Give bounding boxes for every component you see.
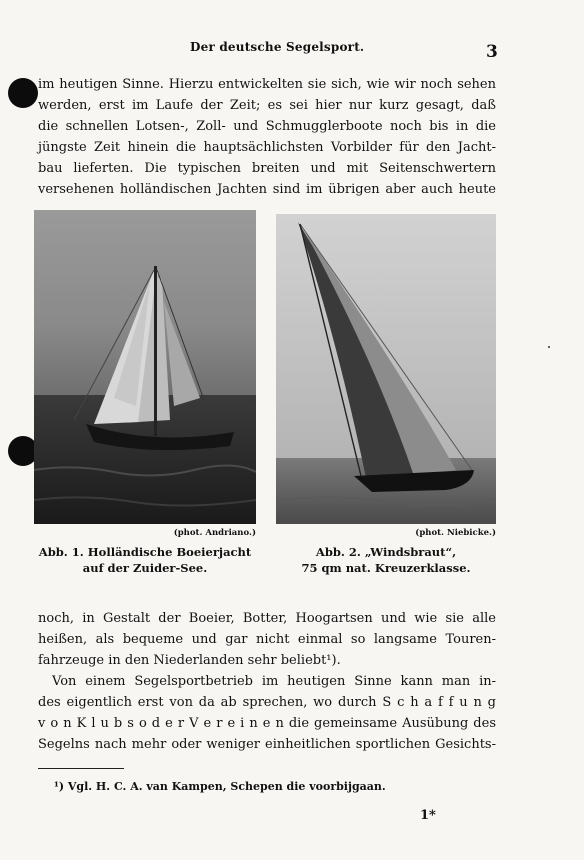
text-line: Segelns nach mehr oder weniger einheitlichen sportlichen Gesichts- xyxy=(38,737,496,752)
caption-line: auf der Zuider-See. xyxy=(82,561,208,575)
paper-speck xyxy=(548,346,550,348)
caption-line: Abb. 2. „Windsbraut“, xyxy=(315,545,457,559)
figure-caption xyxy=(276,544,496,576)
text-line: fahrzeuge in den Niederlanden sehr beliebt¹). xyxy=(38,653,341,668)
signature-mark: 1* xyxy=(420,808,436,823)
text-line: im heutigen Sinne. Hierzu entwickelten sie sich, wie wir noch sehen xyxy=(38,77,496,92)
punch-hole xyxy=(8,78,38,108)
photo-windsbraut-yacht xyxy=(276,214,496,524)
running-header: Der deutsche Segelsport. xyxy=(190,40,365,54)
photo-boeier-yacht xyxy=(34,210,256,524)
figure-caption xyxy=(34,544,256,576)
text-line: jüngste Zeit hinein die hauptsächlichsten Vorbilder für den Jacht- xyxy=(38,140,496,155)
caption-line: 75 qm nat. Kreuzerklasse. xyxy=(301,561,471,575)
paragraph-top xyxy=(38,74,496,200)
text-line: bau lieferten. Die typischen breiten und mit Seitenschwertern xyxy=(38,161,496,176)
photo-credit: (phot. Andriano.) xyxy=(173,528,256,538)
text-line: versehenen holländischen Jachten sind im übrigen aber auch heute xyxy=(38,182,496,197)
figure-1 xyxy=(34,210,256,576)
text-line: noch, in Gestalt der Boeier, Botter, Hoogartsen und wie sie alle xyxy=(38,611,496,626)
paragraph-bottom xyxy=(38,608,496,755)
footnote: ¹) Vgl. H. C. A. van Kampen, Schepen die voorbijgaan. xyxy=(54,780,386,793)
text-line: heißen, als bequeme und gar nicht einmal so langsame Touren- xyxy=(38,632,496,647)
text-line: Von einem Segelsportbetrieb im heutigen Sinne kann man in- xyxy=(52,674,496,689)
photo-credit: (phot. Niebicke.) xyxy=(415,528,496,538)
text-line: v o n K l u b s o d e r V e r e i n e n die gemeinsame Ausübung des xyxy=(38,716,496,731)
text-line: werden, erst im Laufe der Zeit; es sei hier nur kurz gesagt, daß xyxy=(38,98,496,113)
page-number: 3 xyxy=(486,42,498,62)
text-line: die schnellen Lotsen-, Zoll- und Schmugglerboote noch bis in die xyxy=(38,119,496,134)
text-line: des eigentlich erst von da ab sprechen, wo durch S c h a f f u n g xyxy=(38,695,496,710)
figure-2 xyxy=(276,214,496,576)
footnote-rule xyxy=(38,768,124,769)
caption-line: Abb. 1. Holländische Boeierjacht xyxy=(38,545,252,559)
